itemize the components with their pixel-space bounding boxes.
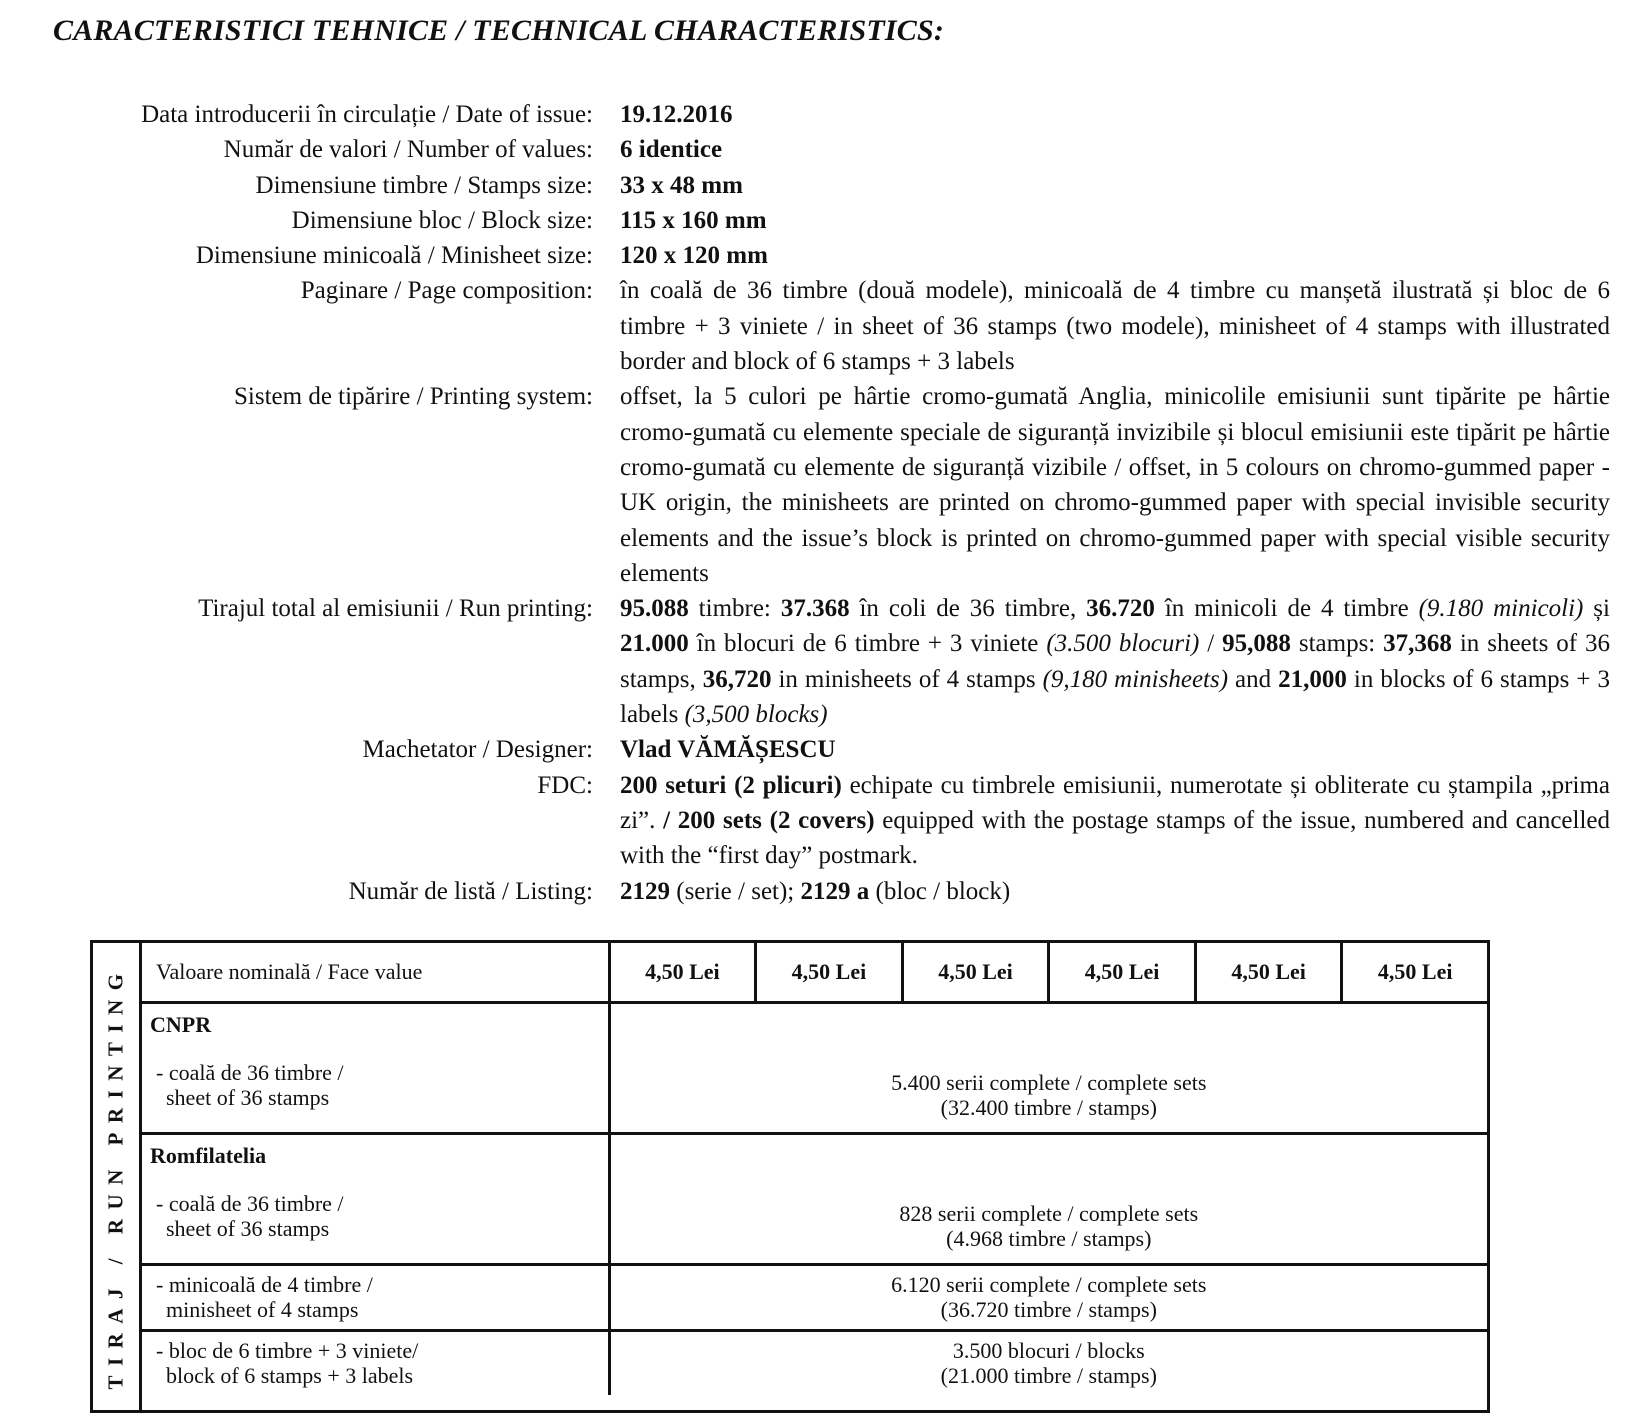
- date-label: Data introducerii în circulație / Date of issue:: [141, 101, 593, 128]
- cnpr-item-line2: sheet of 36 stamps: [166, 1085, 330, 1110]
- run-number: 95.088: [620, 595, 689, 623]
- specs-list: [40, 97, 1610, 909]
- spec-row-page: [40, 273, 1610, 379]
- page-label: Paginare / Page composition:: [300, 277, 593, 305]
- fdc-bold: 200 seturi (2 plicuri): [620, 771, 842, 799]
- spec-row-run: [40, 591, 1610, 732]
- block-row: [142, 1331, 1487, 1396]
- face-value-cell: 4,50 Lei: [1195, 943, 1342, 1003]
- block-item-line1: - bloc de 6 timbre + 3 viniete/: [156, 1338, 419, 1363]
- listing-text: (serie / set);: [670, 877, 801, 905]
- romfilatelia-item-line2: sheet of 36 stamps: [166, 1216, 330, 1241]
- spec-row-designer: [40, 732, 1610, 767]
- run-number: 37.368: [780, 595, 850, 623]
- romfilatelia-value-line2: (4.968 timbre / stamps): [946, 1226, 1152, 1251]
- print-run-table: [142, 943, 1487, 1395]
- listing-bold: 2129: [620, 877, 670, 905]
- block-cell: [142, 1331, 609, 1396]
- run-text: și: [1583, 595, 1610, 623]
- face-value-row: [142, 943, 1487, 1003]
- run-text: în blocuri de 6 timbre + 3 viniete: [688, 630, 1047, 658]
- cnpr-title: CNPR: [150, 1012, 212, 1037]
- listing-text: (bloc / block): [869, 877, 1011, 905]
- spec-row-fdc: [40, 768, 1610, 874]
- run-text: timbre:: [688, 595, 781, 623]
- printing-label: Sistem de tipărire / Printing system:: [234, 383, 593, 411]
- romfilatelia-value-cell: [609, 1134, 1487, 1265]
- cnpr-value-cell: [609, 1003, 1487, 1134]
- spec-row-values: [40, 132, 1610, 167]
- run-text: in minisheets of 4 stamps: [771, 665, 1043, 693]
- run-number: 21,000: [1278, 665, 1347, 693]
- minisheet-size-value: 120 x 120 mm: [620, 242, 768, 270]
- printing-value: offset, la 5 culori pe hârtie cromo-gumată Anglia, minicolile emisiunii sunt tipărite pe hârtie cromo-gumată cu elemente speciale de siguranță invizibile și blocul emisiunii este tipărit pe hârtie cromo-gumată cu elemente de siguranță vizibile / offset, in 5 colours on chromo-gummed paper - UK origin, the minisheets are printed on chromo-gummed paper with special invisible security elements and the issue’s block is printed on chromo-gummed paper with special visible security elements: [620, 383, 1610, 587]
- romfilatelia-value-line1: 828 serii complete / complete sets: [899, 1201, 1199, 1226]
- run-italic: (9.180 minicoli): [1418, 595, 1584, 623]
- page-value: în coală de 36 timbre (două modele), minicoală de 4 timbre cu manșetă ilustrată și bloc de 6 timbre + 3 viniete / in sheet of 36 stamps (two modele), minisheet of 4 stamps with illustrated border and block of 6 stamps + 3 labels: [620, 277, 1610, 376]
- fdc-value: [620, 768, 1610, 874]
- spec-row-date: [40, 97, 1610, 132]
- fdc-label: FDC:: [537, 771, 593, 799]
- run-number: 37,368: [1383, 630, 1452, 658]
- run-number: 36.720: [1086, 595, 1155, 623]
- run-italic: (3,500 blocks): [684, 701, 828, 729]
- minisheet-value-line2: (36.720 timbre / stamps): [940, 1297, 1157, 1322]
- minisheet-value-cell: [609, 1265, 1487, 1331]
- listing-value: [620, 874, 1610, 909]
- block-size-value: 115 x 160 mm: [620, 206, 767, 234]
- side-label-column: [93, 943, 142, 1410]
- minisheet-item-line1: - minicoală de 4 timbre /: [156, 1272, 373, 1297]
- run-text: and: [1228, 665, 1279, 693]
- designer-value: Vlad VĂMĂȘESCU: [620, 736, 836, 764]
- designer-label: Machetator / Designer:: [362, 736, 593, 764]
- cnpr-value-line2: (32.400 timbre / stamps): [940, 1095, 1157, 1120]
- side-label: TIRAJ / RUN PRINTING: [103, 963, 128, 1390]
- run-text: în minicoli de 4 timbre: [1154, 595, 1419, 623]
- cnpr-row: [142, 1003, 1487, 1134]
- fdc-bold: / 200 sets (2 covers): [663, 806, 875, 834]
- romfilatelia-title: Romfilatelia: [150, 1143, 267, 1168]
- romfilatelia-row: [142, 1134, 1487, 1265]
- fdc-text: echipate cu timbrele emisiunii, numerotate și obliterate cu ștampila „prima zi”.: [620, 771, 1610, 834]
- romfilatelia-item-line1: - coală de 36 timbre /: [156, 1191, 344, 1216]
- run-number: 36,720: [702, 665, 772, 693]
- romfilatelia-cell: [142, 1134, 609, 1265]
- listing-label: Număr de listă / Listing:: [348, 877, 593, 905]
- run-number: 95,088: [1222, 630, 1291, 658]
- cnpr-item-line1: - coală de 36 timbre /: [156, 1060, 344, 1085]
- face-value-cell: 4,50 Lei: [1342, 943, 1487, 1003]
- face-value-cell: 4,50 Lei: [609, 943, 756, 1003]
- block-item-line2: block of 6 stamps + 3 labels: [166, 1363, 414, 1388]
- block-value-line1: 3.500 blocuri / blocks: [952, 1338, 1145, 1363]
- run-number: 21.000: [620, 630, 689, 658]
- values-value: 6 identice: [620, 136, 723, 164]
- run-text: stamps:: [1290, 630, 1384, 658]
- face-value-cell: 4,50 Lei: [902, 943, 1049, 1003]
- face-value-cell: 4,50 Lei: [756, 943, 903, 1003]
- spec-row-minisheet-size: [40, 238, 1610, 273]
- spec-row-listing: [40, 874, 1610, 909]
- spec-row-block-size: [40, 203, 1610, 238]
- minisheet-cell: [142, 1265, 609, 1331]
- date-value: 19.12.2016: [620, 101, 733, 128]
- run-value: [620, 591, 1610, 732]
- block-value-cell: [609, 1331, 1487, 1396]
- run-printing-table: [90, 940, 1490, 1413]
- run-italic: (9,180 minisheets): [1042, 665, 1229, 693]
- fdc-text: equipped with the postage stamps of the issue, numbered and cancelled with the “first day” postmark.: [620, 806, 1611, 870]
- spec-row-printing: [40, 379, 1610, 591]
- face-value-label: Valoare nominală / Face value: [142, 943, 609, 1003]
- run-text: /: [1199, 630, 1223, 658]
- minisheet-size-label: Dimensiune minicoală / Minisheet size:: [195, 242, 593, 270]
- spec-row-stamp-size: [40, 168, 1610, 203]
- run-text: în coli de 36 timbre,: [849, 595, 1087, 623]
- cnpr-value-line1: 5.400 serii complete / complete sets: [891, 1070, 1207, 1095]
- cnpr-cell: [142, 1003, 609, 1134]
- block-value-line2: (21.000 timbre / stamps): [940, 1363, 1157, 1388]
- values-label: Număr de valori / Number of values:: [223, 136, 593, 164]
- page-title: CARACTERISTICI TEHNICE / TECHNICAL CHARACTERISTICS:: [53, 14, 945, 47]
- run-text: in blocks of 6 stamps + 3 labels: [620, 665, 1611, 729]
- minisheet-row: [142, 1265, 1487, 1331]
- run-italic: (3.500 blocuri): [1046, 630, 1200, 658]
- run-label: Tirajul total al emisiunii / Run printing:: [198, 595, 593, 623]
- face-value-cell: 4,50 Lei: [1049, 943, 1196, 1003]
- block-size-label: Dimensiune bloc / Block size:: [291, 206, 593, 234]
- minisheet-item-line2: minisheet of 4 stamps: [166, 1297, 359, 1322]
- stamp-size-label: Dimensiune timbre / Stamps size:: [255, 171, 593, 199]
- listing-bold: 2129 a: [800, 877, 870, 905]
- minisheet-value-line1: 6.120 serii complete / complete sets: [891, 1272, 1207, 1297]
- run-text: in sheets of 36 stamps,: [620, 630, 1610, 693]
- stamp-size-value: 33 x 48 mm: [620, 171, 743, 199]
